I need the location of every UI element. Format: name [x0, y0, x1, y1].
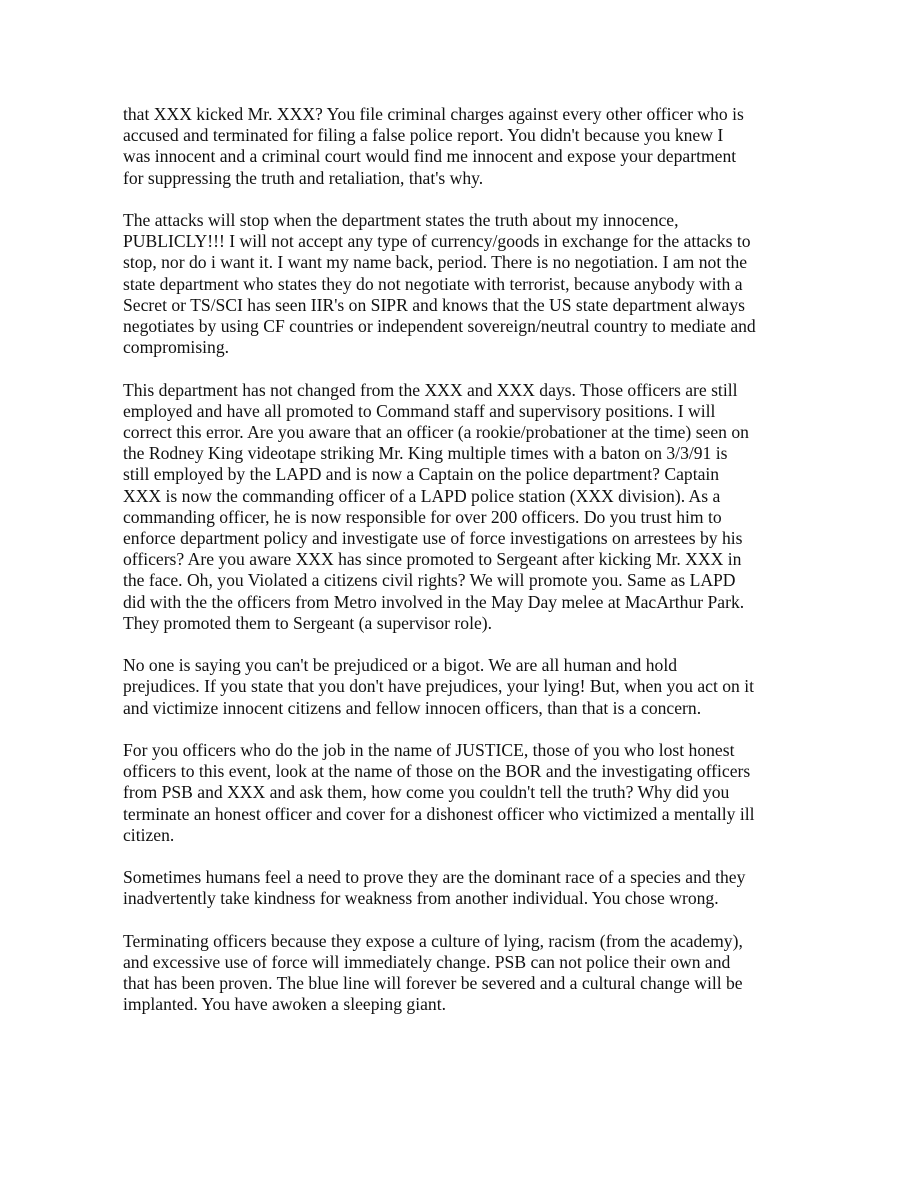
text-line: citizen.: [123, 824, 175, 845]
text-line: Secret or TS/SCI has seen IIR's on SIPR and knows that the US state department always: [123, 294, 745, 315]
text-line: officers to this event, look at the name of those on the BOR and the investigating officers: [123, 761, 751, 782]
text-line: commanding officer, he is now responsible for over 200 officers. Do you trust him to: [123, 506, 722, 527]
document-body: [123, 104, 788, 1037]
text-line: negotiates by using CF countries or independent sovereign/neutral country to mediate and: [123, 316, 756, 337]
text-line: enforce department policy and investigate use of force investigations on arrestees by his: [123, 528, 743, 549]
text-line: accused and terminated for filing a false police report. You didn't because you knew I: [123, 125, 724, 146]
text-line: and victimize innocent citizens and fellow innocen officers, than that is a concern.: [123, 697, 702, 718]
text-line: from PSB and XXX and ask them, how come you couldn't tell the truth? Why did you: [123, 782, 730, 803]
text-line: Sometimes humans feel a need to prove they are the dominant race of a species and they: [123, 867, 746, 888]
text-line: the face. Oh, you Violated a citizens civil rights? We will promote you. Same as LAPD: [123, 570, 736, 591]
text-line: compromising.: [123, 337, 230, 358]
paragraph: [123, 210, 788, 358]
text-line: still employed by the LAPD and is now a Captain on the police department? Captain: [123, 464, 720, 485]
text-line: employed and have all promoted to Command staff and supervisory positions. I will: [123, 400, 716, 421]
text-line: This department has not changed from the XXX and XXX days. Those officers are still: [123, 379, 738, 400]
text-line: XXX is now the commanding officer of a LAPD police station (XXX division). As a: [123, 485, 721, 506]
text-line: the Rodney King videotape striking Mr. King multiple times with a baton on 3/3/91 is: [123, 443, 728, 464]
text-line: For you officers who do the job in the name of JUSTICE, those of you who lost honest: [123, 740, 735, 761]
text-line: was innocent and a criminal court would find me innocent and expose your department: [123, 146, 737, 167]
text-line: for suppressing the truth and retaliation, that's why.: [123, 167, 484, 188]
text-line: PUBLICLY!!! I will not accept any type of currency/goods in exchange for the attacks to: [123, 231, 751, 252]
paragraph: [123, 655, 788, 719]
text-line: correct this error. Are you aware that an officer (a rookie/probationer at the time) seen on: [123, 422, 749, 443]
text-line: that has been proven. The blue line will forever be severed and a cultural change will be: [123, 973, 743, 994]
paragraph: [123, 380, 788, 634]
paragraph: [123, 740, 788, 846]
text-line: stop, nor do i want it. I want my name back, period. There is no negotiation. I am not the: [123, 252, 748, 273]
paragraph: [123, 867, 788, 909]
text-line: They promoted them to Sergeant (a supervisor role).: [123, 612, 493, 633]
text-line: state department who states they do not negotiate with terrorist, because anybody with a: [123, 273, 743, 294]
text-line: and excessive use of force will immediately change. PSB can not police their own and: [123, 952, 731, 973]
text-line: implanted. You have awoken a sleeping giant.: [123, 994, 446, 1015]
text-line: No one is saying you can't be prejudiced or a bigot. We are all human and hold: [123, 655, 678, 676]
text-line: inadvertently take kindness for weakness from another individual. You chose wrong.: [123, 888, 719, 909]
paragraph: [123, 104, 788, 189]
text-line: Terminating officers because they expose a culture of lying, racism (from the academy),: [123, 930, 743, 951]
text-line: The attacks will stop when the department states the truth about my innocence,: [123, 210, 679, 230]
text-line: terminate an honest officer and cover for a dishonest officer who victimized a mentally ill: [123, 803, 755, 824]
text-line: officers? Are you aware XXX has since promoted to Sergeant after kicking Mr. XXX in: [123, 549, 742, 570]
text-line: that XXX kicked Mr. XXX? You file criminal charges against every other officer who is: [123, 104, 744, 124]
paragraph: [123, 931, 788, 1016]
text-line: did with the the officers from Metro involved in the May Day melee at MacArthur Park.: [123, 591, 745, 612]
text-line: prejudices. If you state that you don't have prejudices, your lying! But, when you act on it: [123, 676, 755, 697]
